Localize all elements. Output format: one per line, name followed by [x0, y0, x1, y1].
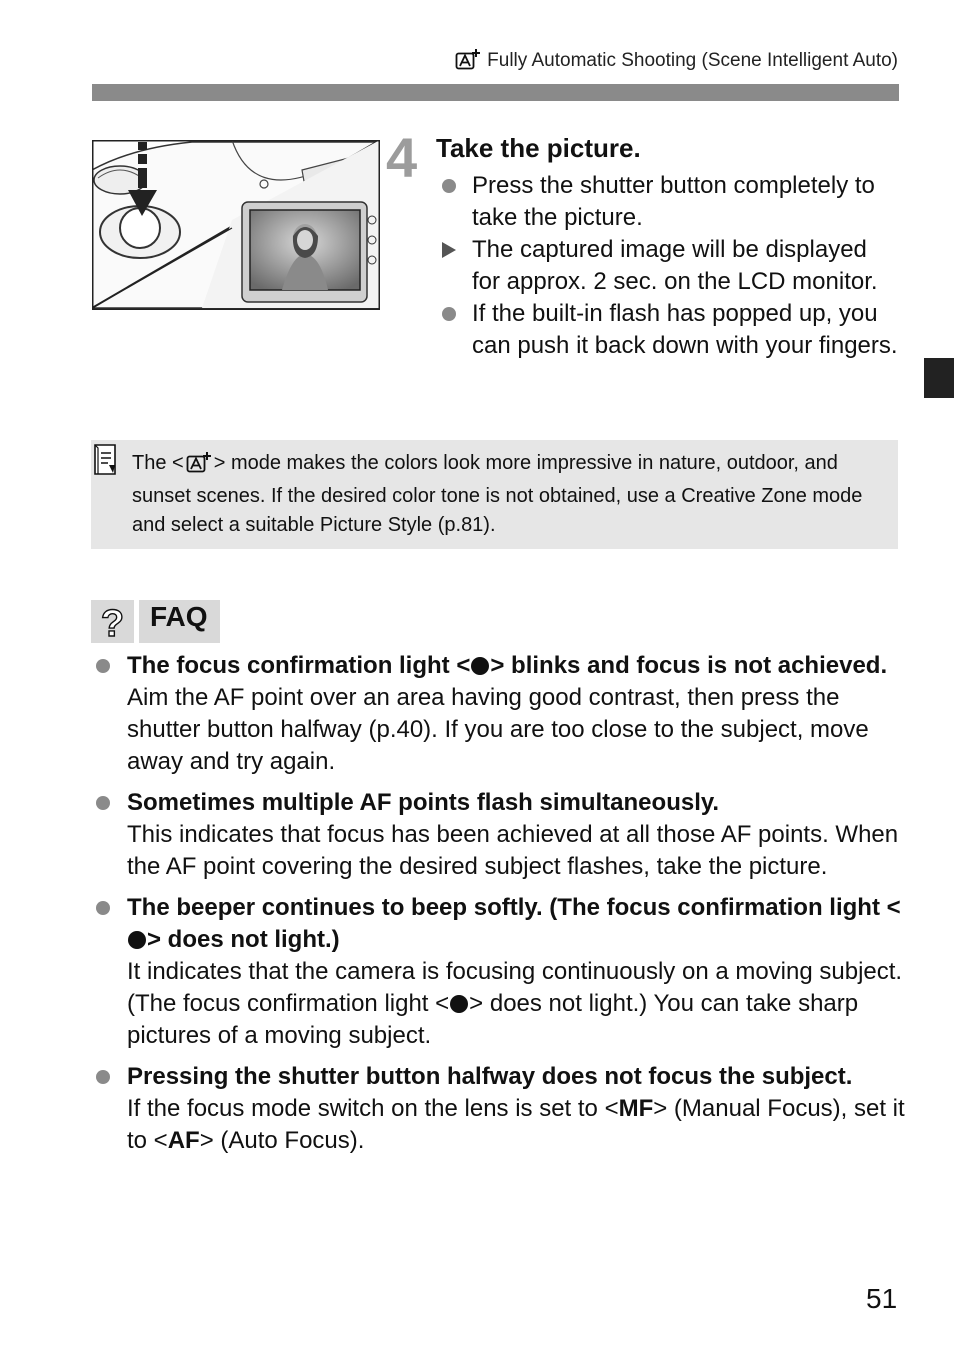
- header-rule: [92, 84, 899, 101]
- step-item: [440, 170, 900, 234]
- faq-item: [96, 650, 906, 778]
- scene-intelligent-auto-icon: [186, 451, 212, 482]
- bullet-icon: [96, 659, 110, 673]
- bullet-icon: [96, 901, 110, 915]
- faq-list: [96, 650, 906, 1166]
- memo-icon: [92, 443, 118, 482]
- bullet-icon: [96, 1070, 110, 1084]
- step-item: [440, 234, 900, 298]
- focus-confirmation-light-icon: [128, 931, 146, 949]
- step-title: Take the picture.: [436, 133, 641, 163]
- step-item-text: If the built-in flash has popped up, you can push it back down with your fingers.: [472, 300, 898, 359]
- page-header: [0, 48, 898, 78]
- step-instructions: [440, 170, 900, 362]
- camera-shutter-illustration: [92, 140, 380, 310]
- af-label: AF: [167, 1127, 200, 1154]
- bullet-icon: [442, 179, 456, 193]
- note-text: [132, 449, 888, 540]
- note-text-end: > mode makes the colors look more impressive in nature, outdoor, and sunset scenes. If the desired color tone is not obtained, use a Creative Zone mode and select a suitable Picture Style (p.81).: [132, 452, 863, 536]
- faq-question: Sometimes multiple AF points flash simultaneously.: [127, 789, 720, 816]
- step-number: 4: [386, 126, 418, 189]
- page-number: 51: [866, 1283, 898, 1314]
- scene-intelligent-auto-icon: [455, 48, 481, 78]
- faq-heading: FAQ: [150, 601, 208, 632]
- faq-answer: If the focus mode switch on the lens is set to <MF> (Manual Focus), set it to <AF> (Auto Focus).: [127, 1095, 905, 1154]
- faq-item: [96, 1061, 906, 1157]
- step-item: [440, 298, 900, 362]
- chapter-tab: [924, 358, 954, 398]
- faq-question: The focus confirmation light < > blinks and focus is not achieved.: [127, 652, 888, 679]
- bullet-icon: [442, 307, 456, 321]
- faq-answer: Aim the AF point over an area having good contrast, then press the shutter button halfway (p.40). If you are too close to the subject, move away and try again.: [127, 684, 869, 775]
- step-item-text: Press the shutter button completely to take the picture.: [472, 172, 875, 231]
- result-arrow-icon: [442, 242, 456, 258]
- note-text-start: The <: [132, 452, 184, 474]
- faq-answer: It indicates that the camera is focusing continuously on a moving subject. (The focus confirmation light < > does not light.) You can take sharp pictures of a moving subject.: [127, 958, 903, 1049]
- faq-question: Pressing the shutter button halfway does not focus the subject.: [127, 1063, 853, 1090]
- step-item-text: The captured image will be displayed for approx. 2 sec. on the LCD monitor.: [472, 236, 878, 295]
- faq-answer: This indicates that focus has been achieved at all those AF points. When the AF point covering the desired subject flashes, take the picture.: [127, 821, 899, 880]
- focus-confirmation-light-icon: [471, 657, 489, 675]
- focus-confirmation-light-icon: [450, 995, 468, 1013]
- question-icon: [91, 600, 134, 643]
- mf-label: MF: [618, 1095, 654, 1122]
- faq-question: The beeper continues to beep softly. (The focus confirmation light <> does not light.): [127, 894, 901, 953]
- header-title: Fully Automatic Shooting (Scene Intelligent Auto): [487, 50, 898, 71]
- svg-text:?: ?: [100, 603, 125, 643]
- faq-item: [96, 787, 906, 883]
- faq-item: [96, 892, 906, 1052]
- bullet-icon: [96, 796, 110, 810]
